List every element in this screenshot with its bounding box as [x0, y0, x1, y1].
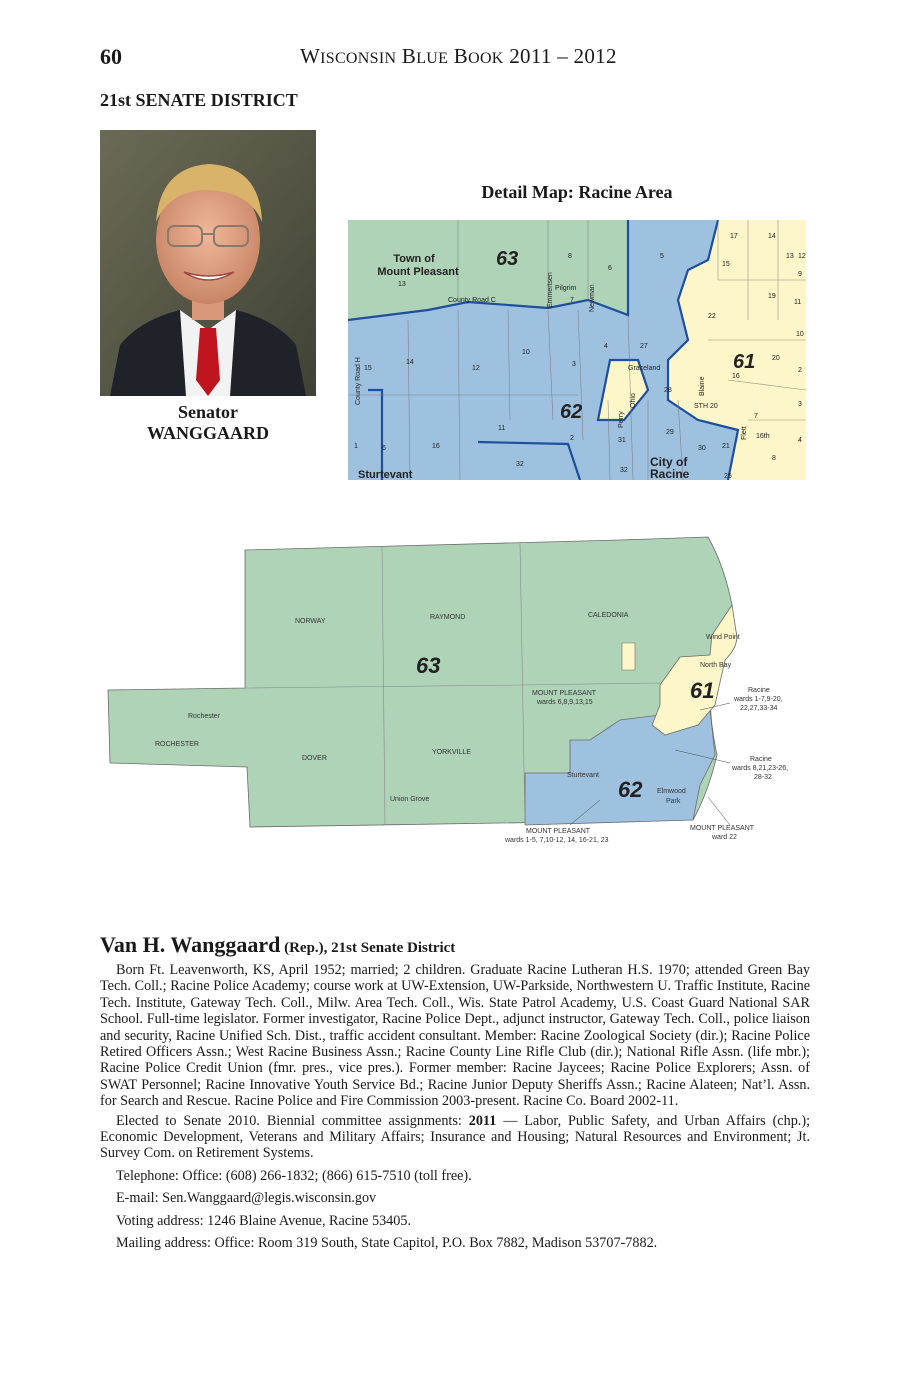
portrait-caption — [100, 402, 316, 444]
telephone: Telephone: Office: (608) 266-1832; (866) 615-7510 (toll free). — [116, 1167, 472, 1184]
town-label: Elmwood — [657, 788, 686, 795]
ward-number: 13 — [398, 281, 406, 288]
road-label: Perry — [618, 411, 625, 428]
header-title-part: OOK — [468, 50, 504, 67]
ward-number: 10 — [796, 331, 804, 338]
road-label: Emmertsen — [547, 272, 554, 308]
ward-number: 5 — [660, 253, 664, 260]
ward-number: 16 — [732, 373, 740, 380]
town-label: CALEDONIA — [588, 612, 629, 619]
ward-number: 11 — [498, 425, 506, 432]
ward-number: 14 — [768, 233, 776, 240]
place-label: Graceland — [628, 365, 661, 372]
ward-number: 28 — [664, 387, 672, 394]
town-label: NORWAY — [295, 618, 326, 625]
committee-text: Elected to Senate 2010. Biennial committee assignments: — [116, 1112, 469, 1129]
road-label: County Road C — [448, 297, 496, 304]
ward-number: 25 — [724, 473, 732, 480]
callout-label: wards 6,8,9,13,15 — [537, 699, 593, 706]
town-label: Wind Point — [706, 634, 740, 641]
ward-number: 14 — [406, 359, 414, 366]
page-number: 60 — [100, 44, 122, 69]
ward-number: 13 — [786, 253, 794, 260]
ward-number: 15 — [722, 261, 730, 268]
district-label: 61 — [690, 678, 715, 703]
district-label: 62 — [618, 777, 643, 802]
header-title-part: W — [300, 44, 321, 68]
header-title-part: LUE — [416, 50, 449, 67]
header-title-part: B — [401, 44, 417, 68]
county-map — [100, 535, 820, 855]
voting-address: Voting address: 1246 Blaine Avenue, Racine 53405. — [116, 1212, 411, 1229]
callout-label: Racine — [748, 687, 770, 694]
bio-paragraph: Born Ft. Leavenworth, KS, April 1952; married; 2 children. Graduate Racine Lutheran H.S. 1970; attended Green Bay Tech. Coll.; Racine Police Academy; course work at UW-Extension, UW-Parkside, Northwestern U. Traffic Institute, Racine Tech. Institute, Gateway Tech. Coll., Milw. Area Tech. Coll., Wis. State Patrol Academy, U.S. Coast Guard National SAR School. Full-time legislator. Former investigator, Racine Police Dept., adjunct instructor, Gateway Tech. Coll., police liaison and security, Racine Unified Sch. Dist., traffic accident consultant. Member: Racine Zoological Society (dir.); Racine Police Retired Officers Assn.; West Racine Business Assn.; Racine County Line Rifle Club (dir.); National Rifle Assn. (life mbr.); Racine Police Credit Union (fmr. pres., vice pres.). Former member: Racine Jaycees; Racine Police Explorers; Assn. of SWAT Personnel; Racine Innovative Youth Service Bd.; Racine Junior Deputy Sheriffs Assn.; Racine Alateen; Nat’l. Assn. for Search and Rescue. Racine Police and Fire Commission 2003-present. Racine Co. Board 2002-11. — [100, 962, 810, 1110]
place-label: Town of — [393, 253, 435, 265]
road-label: STH 20 — [694, 403, 718, 410]
district-label: 63 — [416, 653, 441, 678]
town-label: RAYMOND — [430, 614, 466, 621]
town-label: Rochester — [188, 713, 220, 720]
detail-map-title: Detail Map: Racine Area — [481, 182, 673, 202]
section-title: 21st SENATE DISTRICT — [100, 90, 298, 110]
ward-number: 22 — [708, 313, 716, 320]
ward-number: 3 — [572, 361, 576, 368]
ward-number: 8 — [568, 253, 572, 260]
ward-number: 4 — [604, 343, 608, 350]
ward-number: 32 — [516, 461, 524, 468]
town-label: ROCHESTER — [155, 741, 199, 748]
ward-number: 8 — [772, 455, 776, 462]
header-title-part: B — [453, 44, 469, 68]
road-label: Flett — [741, 426, 748, 440]
ward-number: 12 — [798, 253, 806, 260]
bio-heading — [100, 932, 455, 958]
callout-label: 22,27,33-34 — [740, 705, 778, 712]
committee-paragraph — [100, 1113, 810, 1162]
callout-label: wards 1-7,9-20, — [734, 696, 783, 703]
caption-surname: WANGGAARD — [146, 423, 269, 443]
town-label: Sturtevant — [567, 772, 599, 779]
committee-text: — Labor, Public Safety, and Urban Affairs (chp.); Economic Development, Veterans and Military Affairs; Insurance and Housing; Natural Resources and Environment; Jt. Survey Com. on Retirement Systems. — [100, 1112, 811, 1162]
ward-number: 3 — [798, 401, 802, 408]
caption-title: Senator — [178, 402, 238, 422]
mailing-address: Mailing address: Office: Room 319 South, State Capitol, P.O. Box 7882, Madison 53707-7882. — [116, 1235, 658, 1252]
road-label: 16th — [756, 433, 770, 440]
ward-number: 20 — [772, 355, 780, 362]
ward-number: 7 — [570, 297, 574, 304]
road-label: Newman — [589, 284, 596, 312]
town-label: Park — [666, 798, 681, 805]
ward-number: 1 — [354, 443, 358, 450]
road-label: Blaine — [699, 376, 706, 396]
town-label: North Bay — [700, 662, 732, 669]
place-label: Mount Pleasant — [377, 266, 459, 278]
ward-number: 2 — [570, 435, 574, 442]
ward-number: 4 — [798, 437, 802, 444]
ward-number: 11 — [794, 299, 802, 306]
callout-label: Racine — [750, 756, 772, 763]
ward-number: 2 — [798, 367, 802, 374]
ward-number: 7 — [754, 413, 758, 420]
place-label: City of — [650, 455, 688, 469]
senator-affiliation: (Rep.), 21st Senate District — [280, 940, 456, 956]
ward-number: 31 — [618, 437, 626, 444]
detail-map — [348, 220, 806, 480]
town-label: DOVER — [302, 755, 327, 762]
callout-label: MOUNT PLEASANT — [526, 828, 591, 835]
committee-year: 2011 — [468, 1112, 497, 1129]
callout-label: MOUNT PLEASANT — [690, 825, 755, 832]
ward-number: 30 — [698, 445, 706, 452]
district-61-area-west — [622, 643, 635, 670]
ward-number: 10 — [522, 349, 530, 356]
callout-label: wards 8,21,23-26, — [732, 765, 789, 772]
ward-number: 15 — [364, 365, 372, 372]
ward-number: 6 — [608, 265, 612, 272]
town-label: Union Grove — [390, 796, 430, 803]
email: E-mail: Sen.Wanggaard@legis.wisconsin.gov — [116, 1190, 377, 1207]
callout-label: wards 1-5, 7,10-12, 14, 16-21, 23 — [505, 837, 609, 844]
ward-number: 32 — [620, 467, 628, 474]
ward-number: 17 — [730, 233, 738, 240]
district-label: 62 — [560, 401, 583, 423]
header-title-part: 2011 – 2012 — [503, 44, 617, 68]
district-label: 63 — [496, 248, 519, 270]
ward-number: 19 — [768, 293, 776, 300]
road-label: Ohio — [630, 393, 637, 408]
senator-portrait — [100, 130, 316, 396]
district-label: 61 — [733, 351, 756, 373]
running-header — [300, 44, 617, 69]
place-label: Racine — [650, 467, 690, 480]
ward-number: 6 — [382, 445, 386, 452]
road-label: Pilgrim — [555, 285, 577, 292]
biography — [100, 962, 810, 1255]
header-title-part: ISCONSIN — [320, 50, 397, 67]
place-label: Sturtevant — [358, 469, 413, 480]
callout-label: 28-32 — [754, 774, 772, 781]
callout-label: MOUNT PLEASANT — [532, 690, 597, 697]
ward-number: 21 — [722, 443, 730, 450]
ward-number: 16 — [432, 443, 440, 450]
road-label: County Road H — [355, 357, 362, 405]
ward-number: 27 — [640, 343, 648, 350]
senator-name: Van H. Wanggaard — [100, 932, 281, 957]
callout-label: ward 22 — [712, 834, 737, 841]
town-label: YORKVILLE — [432, 749, 471, 756]
ward-number: 29 — [666, 429, 674, 436]
ward-number: 12 — [472, 365, 480, 372]
ward-number: 9 — [798, 271, 802, 278]
